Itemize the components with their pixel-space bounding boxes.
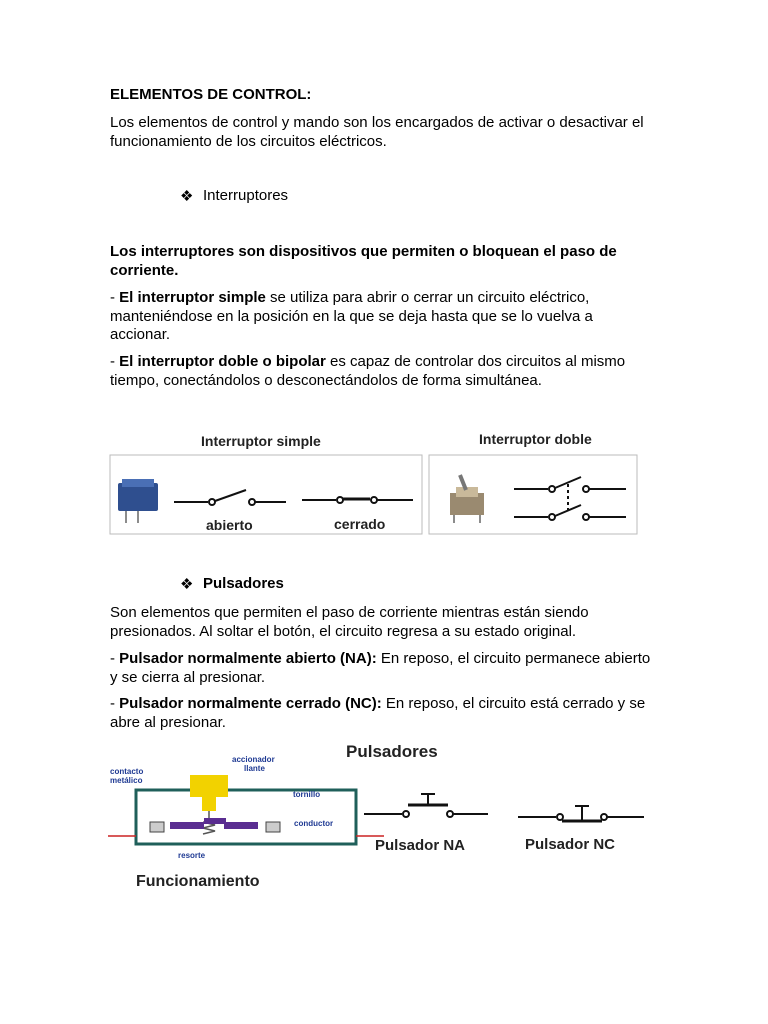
- interruptor-simple-item: [110, 289, 655, 345]
- intro-paragraph: Los elementos de control y mando son los encargados de activar o desactivar el funcionamiento de los circuitos eléctricos.: [110, 114, 644, 150]
- dash: -: [110, 353, 120, 370]
- interruptor-simple-desc: se utiliza para abrir o cerrar un circuito eléctrico, manteniéndose en la posición en la que se deja hasta que se lo vuelva a accionar.: [110, 289, 593, 343]
- pushbuttons-title: Pulsadores: [346, 742, 438, 761]
- section-title-pulsadores: Pulsadores: [203, 575, 284, 592]
- page-heading: ELEMENTOS DE CONTROL:: [110, 86, 312, 103]
- interruptor-doble-term: El interruptor doble o bipolar: [119, 353, 326, 370]
- screw-label: tornillo: [293, 790, 321, 799]
- pushbutton-na-symbol: [364, 794, 488, 817]
- closed-label: cerrado: [334, 516, 386, 532]
- section-title-interruptores: Interruptores: [203, 187, 289, 204]
- simple-switch-title: Interruptor simple: [201, 433, 321, 449]
- dash: -: [110, 289, 120, 306]
- pulsador-nc-desc: En reposo, el circuito está cerrado y se abre al presionar.: [110, 695, 646, 731]
- contact-label: contacto: [110, 767, 144, 776]
- pulsador-na-desc: En reposo, el circuito permanece abierto y se cierra al presionar.: [110, 650, 651, 686]
- actuator-label-2: llante: [244, 764, 265, 773]
- pulsador-na-term: Pulsador normalmente abierto (NA):: [119, 650, 377, 667]
- pushbutton-nc-symbol: [518, 806, 644, 821]
- pulsador-nc-item: [110, 695, 655, 732]
- pulsadores-intro: Son elementos que permiten el paso de corriente mientras están siendo presionados. Al soltar el botón, el circuito regresa a su estado original.: [110, 604, 589, 640]
- pushbutton-nc-label: Pulsador NC: [525, 836, 616, 853]
- contact-label-2: metálico: [110, 776, 143, 785]
- diamond-bullet-icon: ❖: [180, 188, 194, 205]
- function-caption: Funcionamiento: [136, 873, 260, 890]
- diamond-bullet-icon: ❖: [180, 576, 194, 593]
- spring-label: resorte: [178, 851, 206, 860]
- interruptor-doble-item: [110, 353, 655, 390]
- interruptor-doble-desc: es capaz de controlar dos circuitos al mismo tiempo, conectándolos o desconectándolos de forma simultánea.: [110, 353, 626, 389]
- actuator-label: accionador: [232, 755, 275, 764]
- open-label: abierto: [206, 517, 253, 533]
- switch-diagram-figure: [108, 428, 640, 538]
- double-switch-title: Interruptor doble: [479, 431, 592, 447]
- pushbutton-na-label: Pulsador NA: [375, 837, 466, 854]
- dash: -: [110, 650, 120, 667]
- conductor-label: conductor: [294, 819, 334, 828]
- pulsador-nc-term: Pulsador normalmente cerrado (NC):: [119, 695, 382, 712]
- interruptores-lead: Los interruptores son dispositivos que permiten o bloquean el paso de corriente.: [110, 243, 617, 279]
- pushbutton-housing: [108, 775, 384, 844]
- dash: -: [110, 695, 120, 712]
- interruptor-simple-term: El interruptor simple: [119, 289, 266, 306]
- pushbutton-diagram-figure: [108, 738, 648, 898]
- pulsador-na-item: [110, 650, 655, 687]
